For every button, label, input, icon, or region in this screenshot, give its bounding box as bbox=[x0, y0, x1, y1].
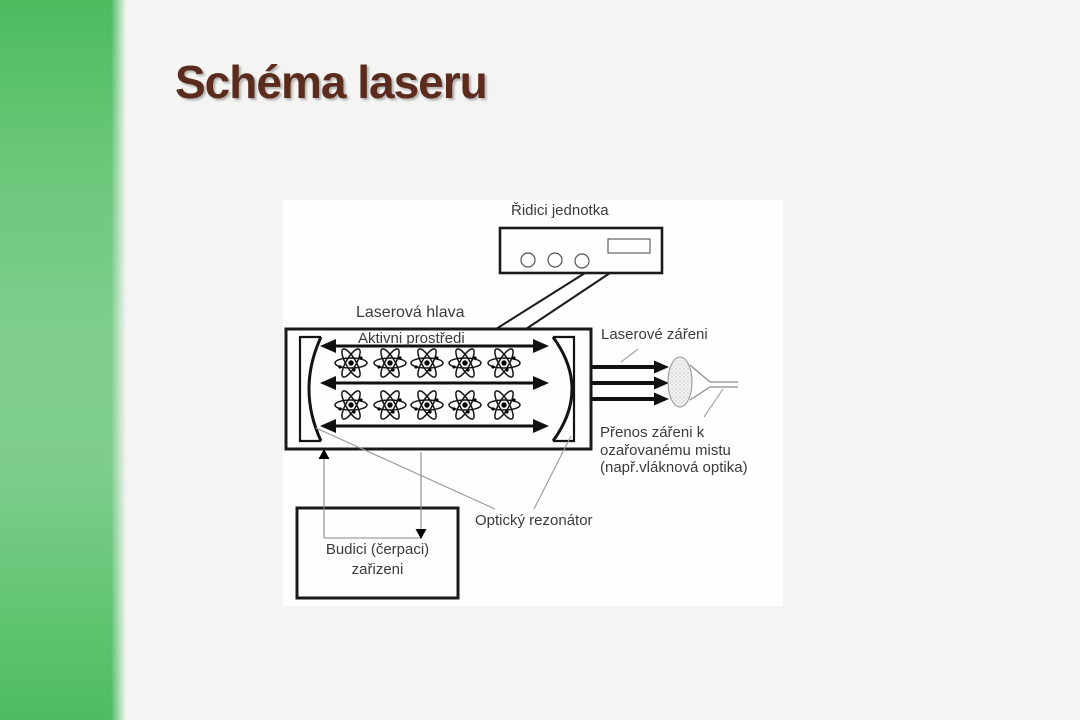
pump-label-line2: zařizeni bbox=[351, 561, 404, 578]
sidebar-green-bar bbox=[0, 0, 127, 720]
output-beam-arrow bbox=[591, 393, 669, 406]
pointer-transfer bbox=[704, 389, 723, 417]
pump-label-line1: Budici (čerpaci) bbox=[325, 541, 430, 558]
output-beam-arrow bbox=[591, 361, 669, 374]
fiber-lines bbox=[690, 365, 738, 400]
pointer-laser-output bbox=[621, 349, 638, 362]
transfer-label-line1: Přenos zářeni k bbox=[600, 424, 705, 441]
cable-lines bbox=[496, 273, 610, 329]
laser-schematic-diagram bbox=[283, 200, 783, 606]
resonator-label: Optický rezonátor bbox=[475, 512, 593, 529]
output-beam-arrow bbox=[591, 377, 669, 390]
laser-head-label: Laserová hlava bbox=[356, 304, 465, 321]
control-unit-label: Řidici jednotka bbox=[511, 202, 609, 219]
pump-label bbox=[297, 540, 458, 580]
transfer-label-line3: (např.vláknová optika) bbox=[600, 459, 748, 476]
transfer-label bbox=[600, 424, 748, 477]
lens-icon bbox=[668, 357, 692, 407]
active-medium-label: Aktivni prostředi bbox=[358, 330, 465, 347]
control-unit-box bbox=[500, 228, 662, 273]
page-title: Schéma laseru bbox=[175, 56, 487, 108]
sidebar-fade bbox=[111, 0, 127, 720]
transfer-label-line2: ozařovanému mistu bbox=[600, 441, 731, 459]
laser-output-label: Laserové zářeni bbox=[601, 326, 708, 343]
